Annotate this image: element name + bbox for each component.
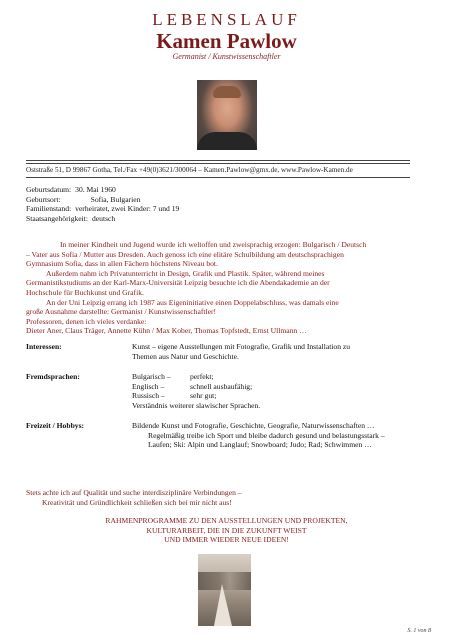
portrait-shoulders xyxy=(197,132,257,150)
section-label: Fremdsprachen: xyxy=(26,372,80,381)
portrait-photo xyxy=(197,80,257,150)
photo-road xyxy=(214,584,232,626)
bio-line: Professoren, denen ich vieles verdanke: xyxy=(26,316,147,326)
program-line: KULTURARBEIT, DIE IN DIE ZUKUNFT WEIST xyxy=(146,525,307,535)
language-name: Englisch – xyxy=(132,381,165,391)
section-body xyxy=(132,421,422,450)
closing-line: Stets achte ich auf Qualität und suche interdisziplinäre Verbindungen – xyxy=(26,488,242,497)
bio-line: – Vater aus Sofia / Mutter aus Dresden. Auch genoss ich eine elitäre Schulbildung am deutschsprachigen xyxy=(26,249,344,259)
field-label: Familienstand: xyxy=(26,204,72,214)
section-body xyxy=(132,372,422,410)
language-level: sehr gut; xyxy=(190,391,217,401)
bio-line: An der Uni Leipzig errang ich 1987 aus Eigeninitiative einen Doppelabschluss, was damals eine xyxy=(46,297,339,307)
header-divider-top xyxy=(26,160,410,161)
language-row xyxy=(132,382,422,392)
bio-line: Außerdem nahm ich Privatunterricht in Design, Grafik und Plastik. Später, während meines xyxy=(46,268,325,278)
language-name: Bulgarisch – xyxy=(132,372,171,381)
closing-line: Kreativität und Gründlichkeit schließen sich bei mir nicht aus! xyxy=(42,497,232,507)
field-label: Geburtsort: xyxy=(26,194,61,204)
section-label: Interessen: xyxy=(26,342,62,351)
profession-subtitle: Germanist / Kunstwissenschaftler xyxy=(172,52,281,61)
interests-line: Themen aus Natur und Geschichte. xyxy=(132,351,239,361)
field-label: Staatsangehörigkeit: xyxy=(26,213,88,223)
bio-line: In meiner Kindheit und Jugend wurde ich weltoffen und zweisprachig erzogen: Bulgarisch / Deutsch xyxy=(60,240,367,249)
personal-row-nationality xyxy=(26,214,179,224)
language-note: Verständnis weiterer slawischer Sprachen. xyxy=(132,400,261,410)
program-line: RAHMENPROGRAMME ZU DEN AUSSTELLUNGEN UND PROJEKTEN, xyxy=(105,516,348,525)
closing-statement xyxy=(26,488,366,507)
contact-line: Oststraße 51, D 99867 Gotha, Tel./Fax +49(0)3621/300064 – Kamen.Pawlow@gmx.de, www.Pawlow-Kamen.de xyxy=(26,166,353,174)
language-name: Russisch – xyxy=(132,391,165,401)
field-label: Geburtsdatum: xyxy=(26,185,72,194)
field-value: 30. Mai 1960 xyxy=(75,185,116,194)
interests-line: Kunst – eigene Ausstellungen mit Fotografie, Grafik und Installation zu xyxy=(132,342,351,351)
program-line: UND IMMER WIEDER NEUE IDEEN! xyxy=(164,535,289,545)
person-name: Kamen Pawlow xyxy=(156,29,297,53)
personal-row-birthplace xyxy=(26,195,179,205)
contact-divider xyxy=(26,177,410,178)
field-value: Sofia, Bulgarien xyxy=(90,194,141,204)
bio-line: Gymnasium Sofia, dass in allen Fächern höchstens Niveau bot. xyxy=(26,259,218,269)
personal-data xyxy=(26,185,179,223)
bio-line: Germanistikstudiums an der Karl-Marx-Universität Leipzig besuchte ich die Abendakademie an der xyxy=(26,278,330,288)
program-statement xyxy=(0,516,453,545)
biography xyxy=(26,240,416,336)
personal-row-family xyxy=(26,204,179,214)
hobbies-line: Bildende Kunst und Fotografie, Geschichte, Geografie, Naturwissenschaften … xyxy=(132,421,375,430)
page-title: LEBENSLAUF xyxy=(152,10,301,29)
language-row xyxy=(132,372,422,382)
bio-line: große Ausnahme darstellte: Germanist / Kunstwissenschaftler! xyxy=(26,307,217,317)
hobbies-line: Regelmäßig treibe ich Sport und bleibe dadurch gesund und belastungsstark – xyxy=(148,430,385,440)
section-body xyxy=(132,342,422,361)
landscape-path-photo xyxy=(198,554,251,626)
hobbies-line: Laufen; Ski: Alpin und Langlauf; Snowboard; Judo; Rad; Schwimmen … xyxy=(148,440,372,450)
personal-row-birthdate xyxy=(26,185,179,195)
portrait-hair xyxy=(213,86,241,98)
bio-line: Hochschule für Buchkunst und Grafik. xyxy=(26,287,144,297)
field-value: verheiratet, zwei Kinder: 7 und 19 xyxy=(75,204,180,214)
field-value: deutsch xyxy=(92,213,116,223)
language-row xyxy=(132,391,422,401)
language-level: perfekt; xyxy=(190,372,214,381)
section-label: Freizeit / Hobbys: xyxy=(26,421,85,430)
header-divider-inner xyxy=(26,163,410,164)
language-level: schnell ausbaufähig; xyxy=(190,381,253,391)
page-number: S. 1 von 8 xyxy=(407,628,431,634)
bio-line: Dieter Aner, Claus Träger, Annette Kühn / Max Kober, Thomas Topfstedt, Ernst Ullmann … xyxy=(26,326,307,336)
